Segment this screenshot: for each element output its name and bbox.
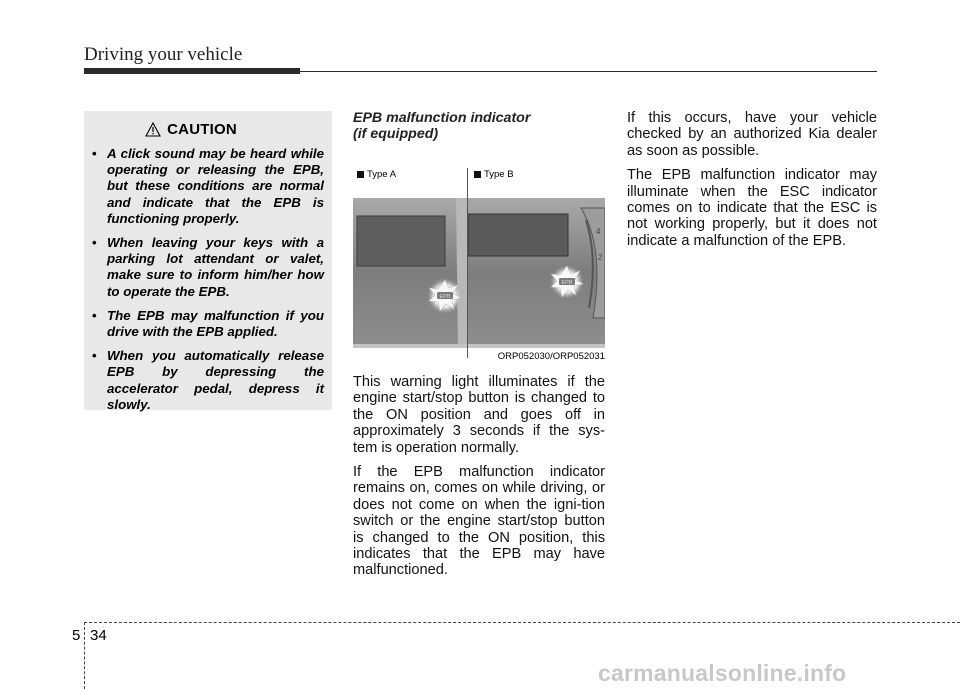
- section-title: EPB malfunction indicator (if equipped): [353, 110, 531, 142]
- header-rule-thick: [84, 68, 300, 74]
- caution-item: • The EPB may malfunction if you drive with the EPB applied.: [92, 307, 324, 340]
- paragraph: The EPB malfunction indicator may illuminate when the ESC indicator comes on to indicate that the ESC is not working properly, but it does not indicate a malfunction of the EPB.: [627, 167, 877, 249]
- header-rule-thin: [300, 71, 877, 72]
- figure-caption: ORP052030/ORP052031: [497, 351, 605, 362]
- caution-header: [92, 121, 290, 138]
- figure-divider: [467, 168, 468, 358]
- header-title: Driving your vehicle: [84, 44, 243, 65]
- paragraph: This warning light illuminates if the engine start/stop button is changed to the ON position and goes off in approximately 3 seconds if the sys-tem is operation normally.: [353, 374, 605, 456]
- svg-text:EPB: EPB: [439, 294, 451, 300]
- warning-triangle-icon: [145, 122, 161, 137]
- caution-box: [84, 111, 332, 410]
- column-right: [627, 110, 877, 249]
- paragraph: If the EPB malfunction indicator remains on, comes on while driving, or does not come on when the igni-tion switch or the engine start/stop button is changed to the ON position, this indicates that the EPB may have malfunctioned.: [353, 464, 605, 579]
- chapter-number: 5: [72, 627, 81, 644]
- figure-label-type-a: Type A: [357, 169, 396, 180]
- footer-rule: [84, 622, 960, 623]
- cluster-illustration: [353, 168, 605, 366]
- indicator-figure: [353, 168, 605, 366]
- column-middle: [353, 110, 605, 579]
- svg-text:4: 4: [596, 227, 601, 236]
- caution-item: • When leaving your keys with a parking lot attendant or valet, make sure to inform him/her how to operate the EPB.: [92, 235, 324, 299]
- svg-text:EPB: EPB: [561, 280, 573, 286]
- page-number: 34: [90, 627, 107, 644]
- caution-title: CAUTION: [167, 121, 237, 138]
- svg-text:2: 2: [598, 253, 603, 262]
- watermark: carmanualsonline.info: [598, 660, 847, 686]
- caution-item: • A click sound may be heard while operating or releasing the EPB, but these conditions are normal and indicate that the EPB is functioning properly.: [92, 146, 324, 226]
- caution-item: • When you automatically release EPB by depressing the accelerator pedal, depress it slowly.: [92, 348, 324, 412]
- figure-label-type-b: Type B: [474, 169, 514, 180]
- footer-divider: [84, 622, 85, 689]
- caution-list: [92, 146, 324, 413]
- paragraph: If this occurs, have your vehicle checked by an authorized Kia dealer as soon as possible.: [627, 110, 877, 159]
